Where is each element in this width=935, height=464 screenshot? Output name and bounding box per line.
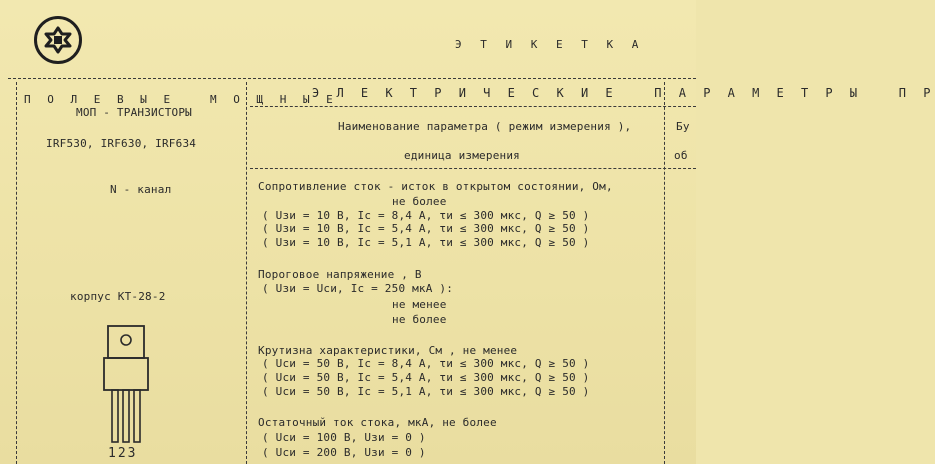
param-line: ( Uси = 50 В, Ic = 5,1 А, τи ≤ 300 мкс, Q ≥ 50 ) [262, 385, 590, 398]
param-line: ( Uси = 100 В, Uзи = 0 ) [262, 431, 426, 444]
column-header-rule [250, 168, 696, 169]
logo-mark-icon [44, 26, 72, 54]
right-column-divider [664, 82, 665, 464]
param-line: ( Uзи = Uси, Ic = 250 мкА ): [262, 282, 454, 295]
column-edge-bottom: об [674, 149, 688, 162]
param-line: Пороговое напряжение , В [258, 268, 422, 281]
param-line: ( Uси = 50 В, Ic = 8,4 А, τи ≤ 300 мкс, Q ≥ 50 ) [262, 357, 590, 370]
manufacturer-logo [34, 16, 82, 64]
channel-type: N - канал [110, 183, 172, 196]
param-line: ( Uси = 200 В, Uзи = 0 ) [262, 446, 426, 459]
left-border [16, 82, 17, 464]
column-name-line1: Наименование параметра ( режим измерения ), [338, 120, 632, 133]
header-rule [250, 106, 696, 107]
param-line: не менее [392, 298, 447, 311]
to220-package-icon [100, 322, 152, 450]
param-line: Крутизна характеристики, См , не менее [258, 344, 518, 357]
column-name-line2: единица измерения [404, 149, 520, 162]
param-line: не более [392, 313, 447, 326]
pin-numbers: 123 [108, 446, 138, 461]
param-line: не более [392, 195, 447, 208]
package-type: корпус КТ-28-2 [70, 290, 166, 303]
document-title: Э Т И К Е Т К А [455, 38, 645, 51]
param-line: Сопротивление сток - исток в открытом состоянии, Ом, [258, 180, 613, 193]
column-divider [246, 82, 247, 464]
top-rule [8, 78, 696, 79]
column-edge-top: Бу [676, 120, 690, 133]
product-models: IRF530, IRF630, IRF634 [46, 137, 197, 150]
param-line: ( Uзи = 10 В, Ic = 5,4 А, τи ≤ 300 мкс, Q ≥ 50 ) [262, 222, 590, 235]
param-line: ( Uзи = 10 В, Ic = 5,1 А, τи ≤ 300 мкс, Q ≥ 50 ) [262, 236, 590, 249]
product-heading: П О Л Е В Ы Е М О Щ Н Ы Е [24, 93, 338, 106]
param-line: ( Uзи = 10 В, Ic = 8,4 А, τи ≤ 300 мкс, Q ≥ 50 ) [262, 209, 590, 222]
product-subheading: МОП - ТРАНЗИСТОРЫ [76, 106, 192, 119]
param-line: Остаточный ток стока, мкА, не более [258, 416, 497, 429]
param-line: ( Uси = 50 В, Ic = 5,4 А, τи ≤ 300 мкс, Q ≥ 50 ) [262, 371, 590, 384]
parameters-heading: Э Л Е К Т Р И Ч Е С К И Е П А Р А М Е Т Р Ы П Р [312, 86, 935, 100]
